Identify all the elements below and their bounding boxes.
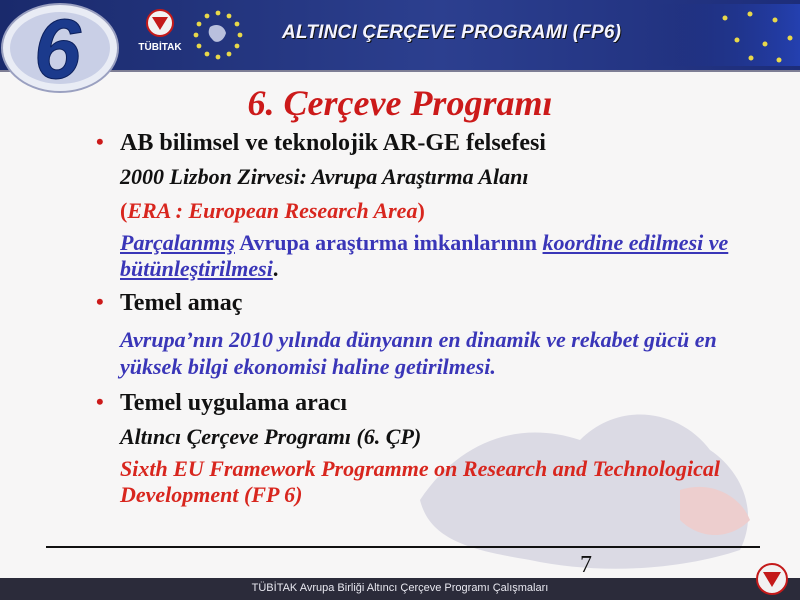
header-title: ALTINCI ÇERÇEVE PROGRAMI (FP6)	[282, 22, 622, 43]
tubitak-logo-icon	[130, 8, 190, 64]
era-text: ERA : European Research Area	[127, 198, 418, 223]
bullet-item	[96, 128, 756, 158]
footer-text: TÜBİTAK Avrupa Birliği Altıncı Çerçeve Programı Çalışmaları	[251, 582, 549, 594]
sub-line	[120, 198, 756, 224]
link-parcalanmis[interactable]: Parçalanmış	[120, 230, 235, 255]
eu-flag-icon	[655, 4, 800, 66]
bullet-heading: Temel amaç	[120, 290, 243, 316]
period: .	[272, 256, 279, 281]
sub-line: Altıncı Çerçeve Programı (6. ÇP)	[120, 424, 422, 449]
sub-paragraph: Sixth EU Framework Programme on Research and Technological Development (FP 6)	[120, 456, 720, 507]
bullet-dot-icon: •	[96, 129, 104, 154]
sub-paragraph	[120, 230, 756, 282]
sub-line: 2000 Lizbon Zirvesi: Avrupa Araştırma Alanı	[120, 164, 529, 189]
bullet-dot-icon: •	[96, 389, 104, 414]
bullet-dot-icon: •	[96, 289, 104, 314]
sub-paragraph: Avrupa’nın 2010 yılında dünyanın en dinamik ve rekabet gücü en yüksek bilgi ekonomisi haline getirilmesi.	[120, 327, 717, 379]
footer-divider	[46, 546, 760, 548]
tubitak-label: TÜBİTAK	[138, 42, 182, 53]
bullet-item	[96, 388, 756, 418]
bullet-heading: AB bilimsel ve teknolojik AR-GE felsefesi	[120, 130, 546, 156]
slide-content	[96, 128, 756, 508]
sub-text: Avrupa araştırma imkanlarının	[234, 230, 543, 255]
page-number: 7	[580, 552, 592, 578]
link-koordine[interactable]: koordine edilmesi ve bütünleştirilmesi	[120, 230, 729, 281]
eu-stars-icon	[188, 5, 248, 63]
tubitak-footer-logo-icon	[752, 560, 792, 598]
paren-open: (	[120, 198, 128, 223]
bullet-heading: Temel uygulama aracı	[120, 390, 348, 416]
bullet-item	[96, 288, 756, 318]
svg-text:6: 6	[34, 2, 81, 96]
slide-title: 6. Çerçeve Programı	[247, 83, 553, 123]
paren-close: )	[417, 198, 425, 223]
